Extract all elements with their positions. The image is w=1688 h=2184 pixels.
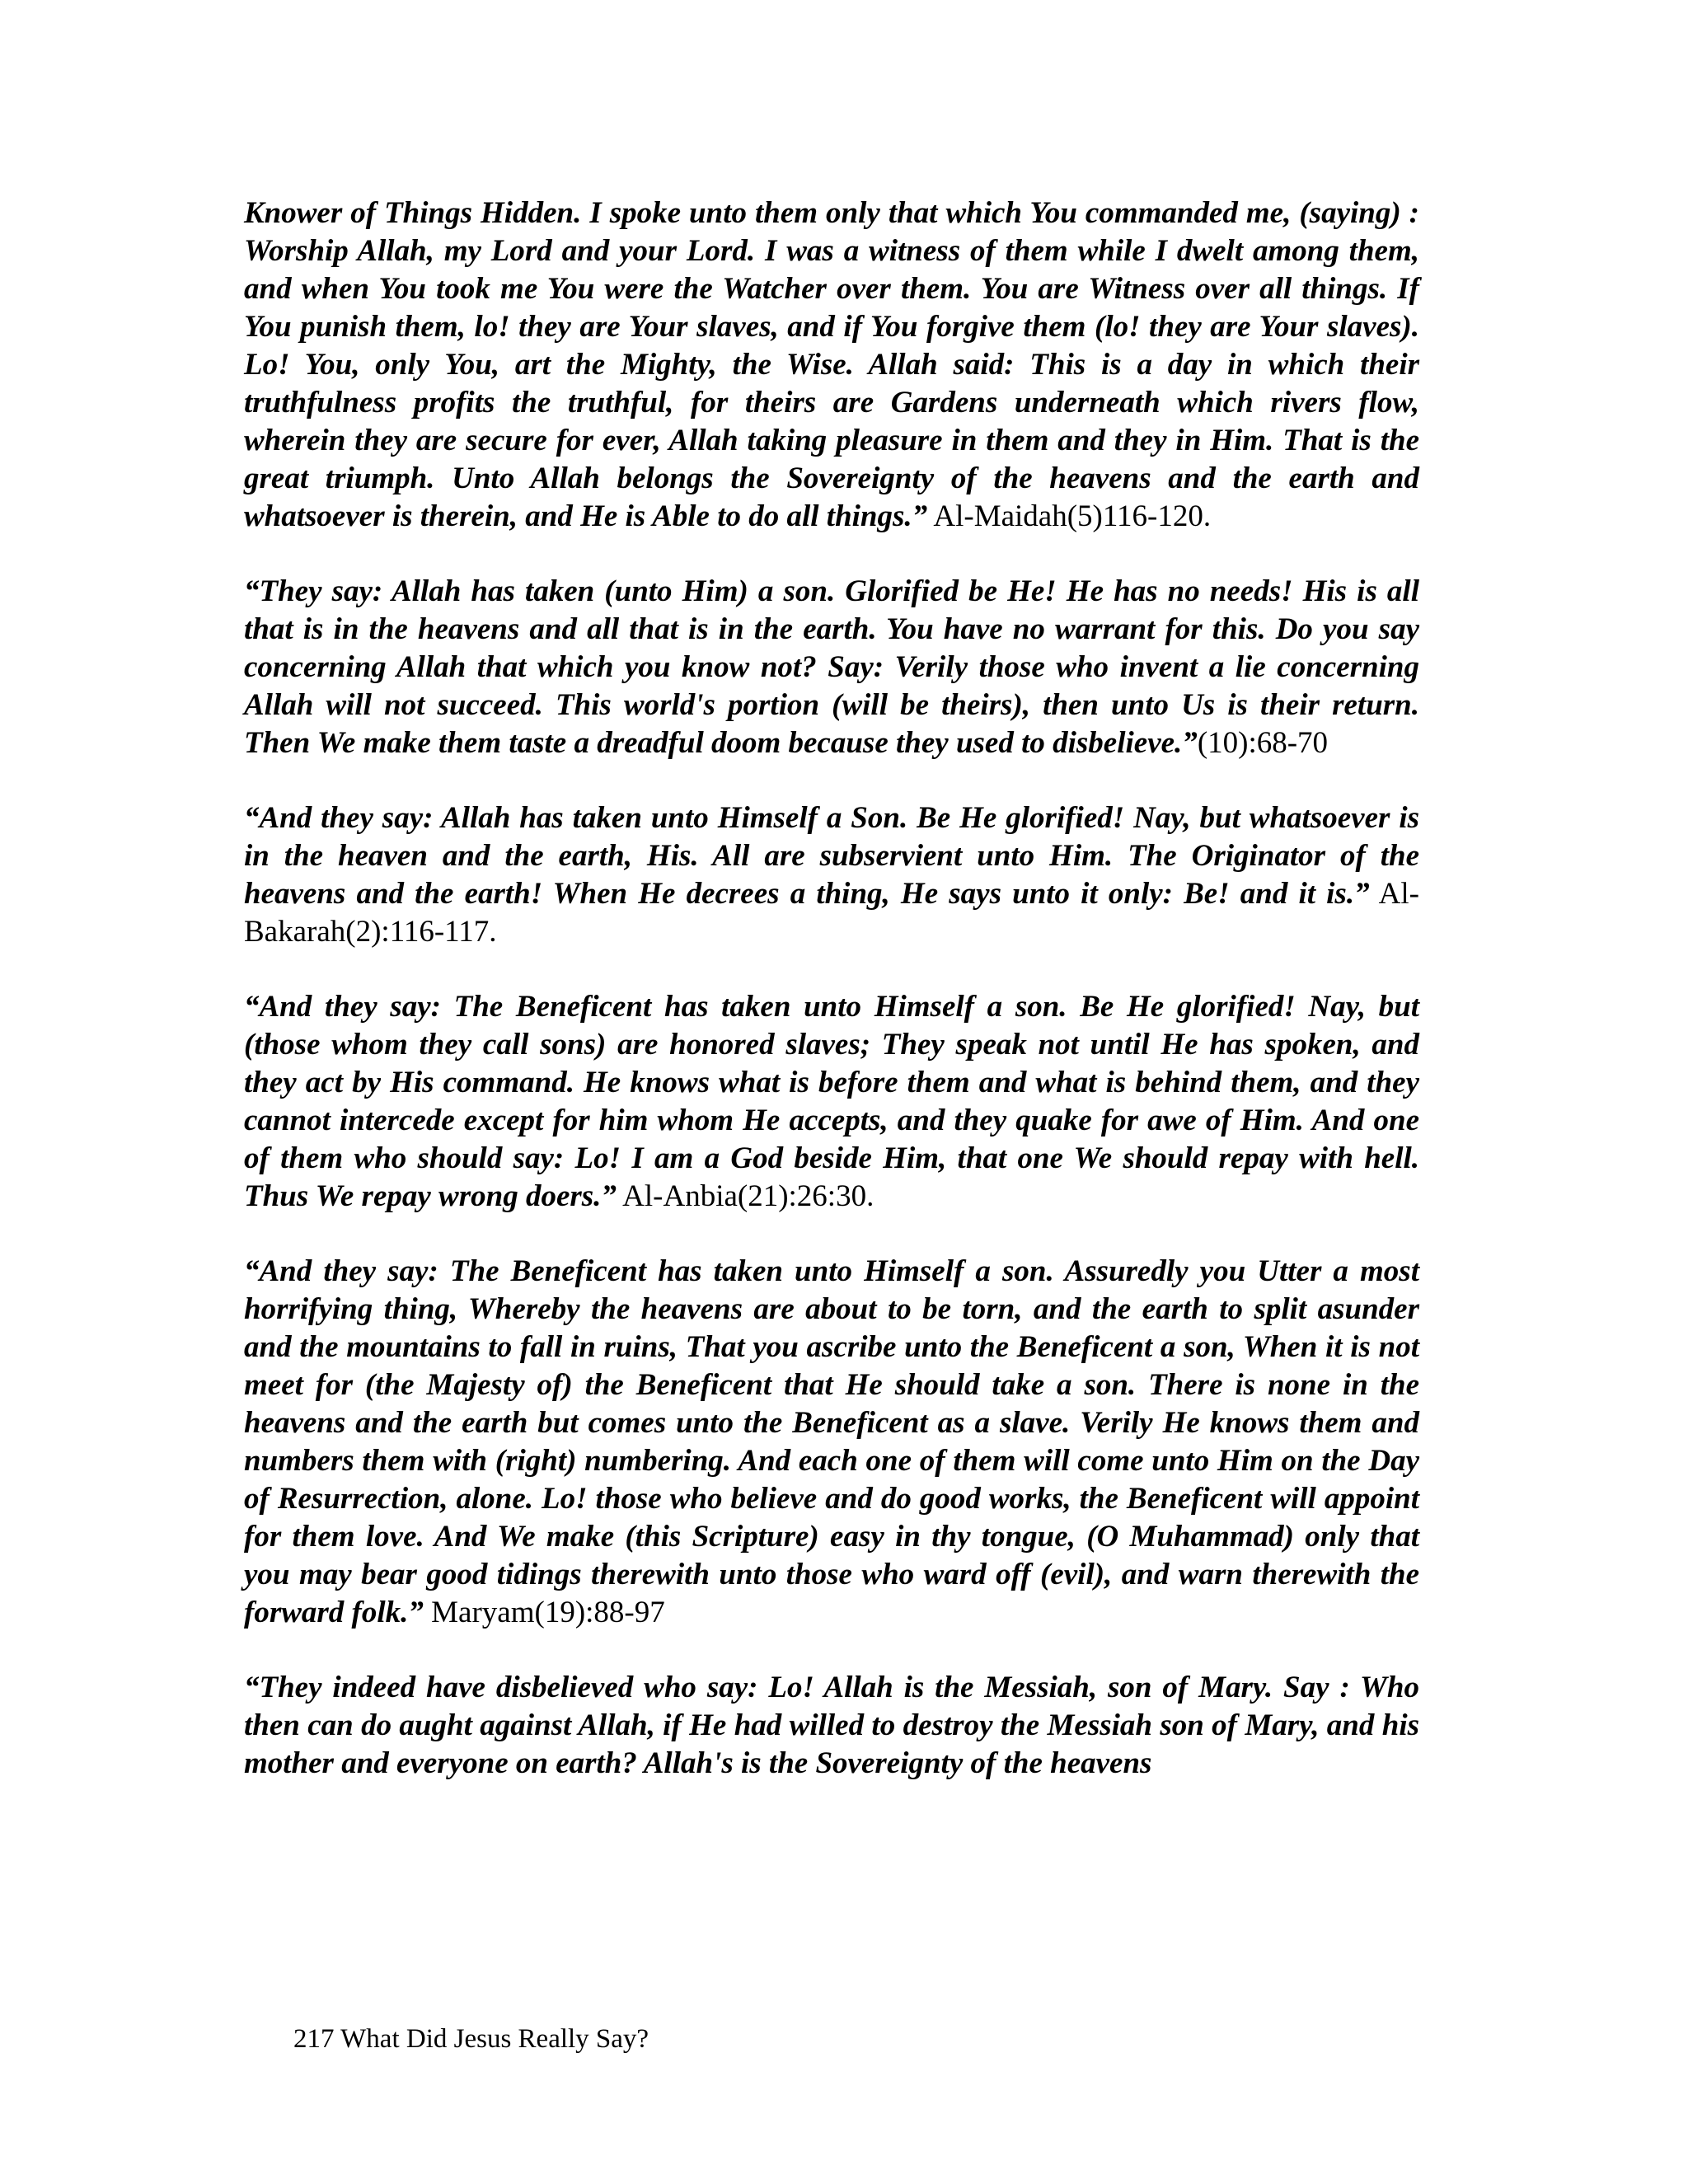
- quote-text: Knower of Things Hidden. I spoke unto them only that which You commanded me, (saying) : Worship Allah, my Lord and your Lord. I was a witness of them while I dwelt among them, and when You took me You were the Watcher over them. You are Witness over all things. If You punish them, lo! they are Your slaves, and if You forgive them (lo! they are Your slaves). Lo! You, only You, art the Mighty, the Wise. Allah said: This is a day in which their truthfulness profits the truthful, for theirs are Gardens underneath which rivers flow, wherein they are secure for ever, Allah taking pleasure in them and they in Him. That is the great triumph. Unto Allah belongs the Sovereignty of the heavens and the earth and whatsoever is therein, and He is Able to do all things.”: [244, 196, 1419, 533]
- page-footer: 217 What Did Jesus Really Say?: [293, 2024, 649, 2054]
- quote-text: “And they say: Allah has taken unto Himself a Son. Be He glorified! Nay, but whatsoever is in the heaven and the earth, His. All are subservient unto Him. The Originator of the heavens and the earth! When He decrees a thing, He says unto it only: Be! and it is.”: [244, 801, 1419, 911]
- paragraph-2: [244, 573, 1419, 762]
- verse-reference: Al-Maidah(5)116-120.: [927, 499, 1212, 533]
- quote-text: “And they say: The Beneficent has taken unto Himself a son. Assuredly you Utter a most horrifying thing, Whereby the heavens are about to be torn, and the earth to split asunder and the mountains to fall in ruins, That you ascribe unto the Beneficent a son, When it is not meet for (the Majesty of) the Beneficent that He should take a son. There is none in the heavens and the earth but comes unto the Beneficent as a slave. Verily He knows them and numbers them with (right) numbering. And each one of them will come unto Him on the Day of Resurrection, alone. Lo! those who believe and do good works, the Beneficent will appoint for them love. And We make (this Scripture) easy in thy tongue, (O Muhammad) only that you may bear good tidings therewith unto those who ward off (evil), and warn therewith the forward folk.”: [244, 1254, 1419, 1629]
- verse-reference: Al-Bakarah(2):116-117.: [244, 877, 1419, 949]
- verse-reference: Maryam(19):88-97: [423, 1596, 665, 1629]
- quote-text: “They indeed have disbelieved who say: Lo! Allah is the Messiah, son of Mary. Say : Who then can do aught against Allah, if He had willed to destroy the Messiah son of Mary, and his mother and everyone on earth? Allah's is the Sovereignty of the heavens: [244, 1671, 1419, 1780]
- paragraph-5: [244, 1253, 1419, 1632]
- quote-text: “And they say: The Beneficent has taken unto Himself a son. Be He glorified! Nay, but (those whom they call sons) are honored slaves; They speak not until He has spoken, and they act by His command. He knows what is before them and what is behind them, and they cannot intercede except for him whom He accepts, and they quake for awe of Him. And one of them who should say: Lo! I am a God beside Him, that one We should repay with hell. Thus We repay wrong doers.”: [244, 990, 1419, 1213]
- verse-reference: (10):68-70: [1197, 726, 1329, 760]
- quote-text: “They say: Allah has taken (unto Him) a son. Glorified be He! He has no needs! His is all that is in the heavens and all that is in the earth. You have no warrant for this. Do you say concerning Allah that which you know not? Say: Verily those who invent a lie concerning Allah will not succeed. This world's portion (will be theirs), then unto Us is their return. Then We make them taste a dreadful doom because they used to disbelieve.”: [244, 574, 1419, 760]
- verse-reference: Al-Anbia(21):26:30.: [616, 1179, 874, 1213]
- paragraph-1: [244, 194, 1419, 536]
- paragraph-6: [244, 1669, 1419, 1783]
- page-body: [244, 194, 1419, 1820]
- paragraph-3: [244, 799, 1419, 951]
- paragraph-4: [244, 988, 1419, 1216]
